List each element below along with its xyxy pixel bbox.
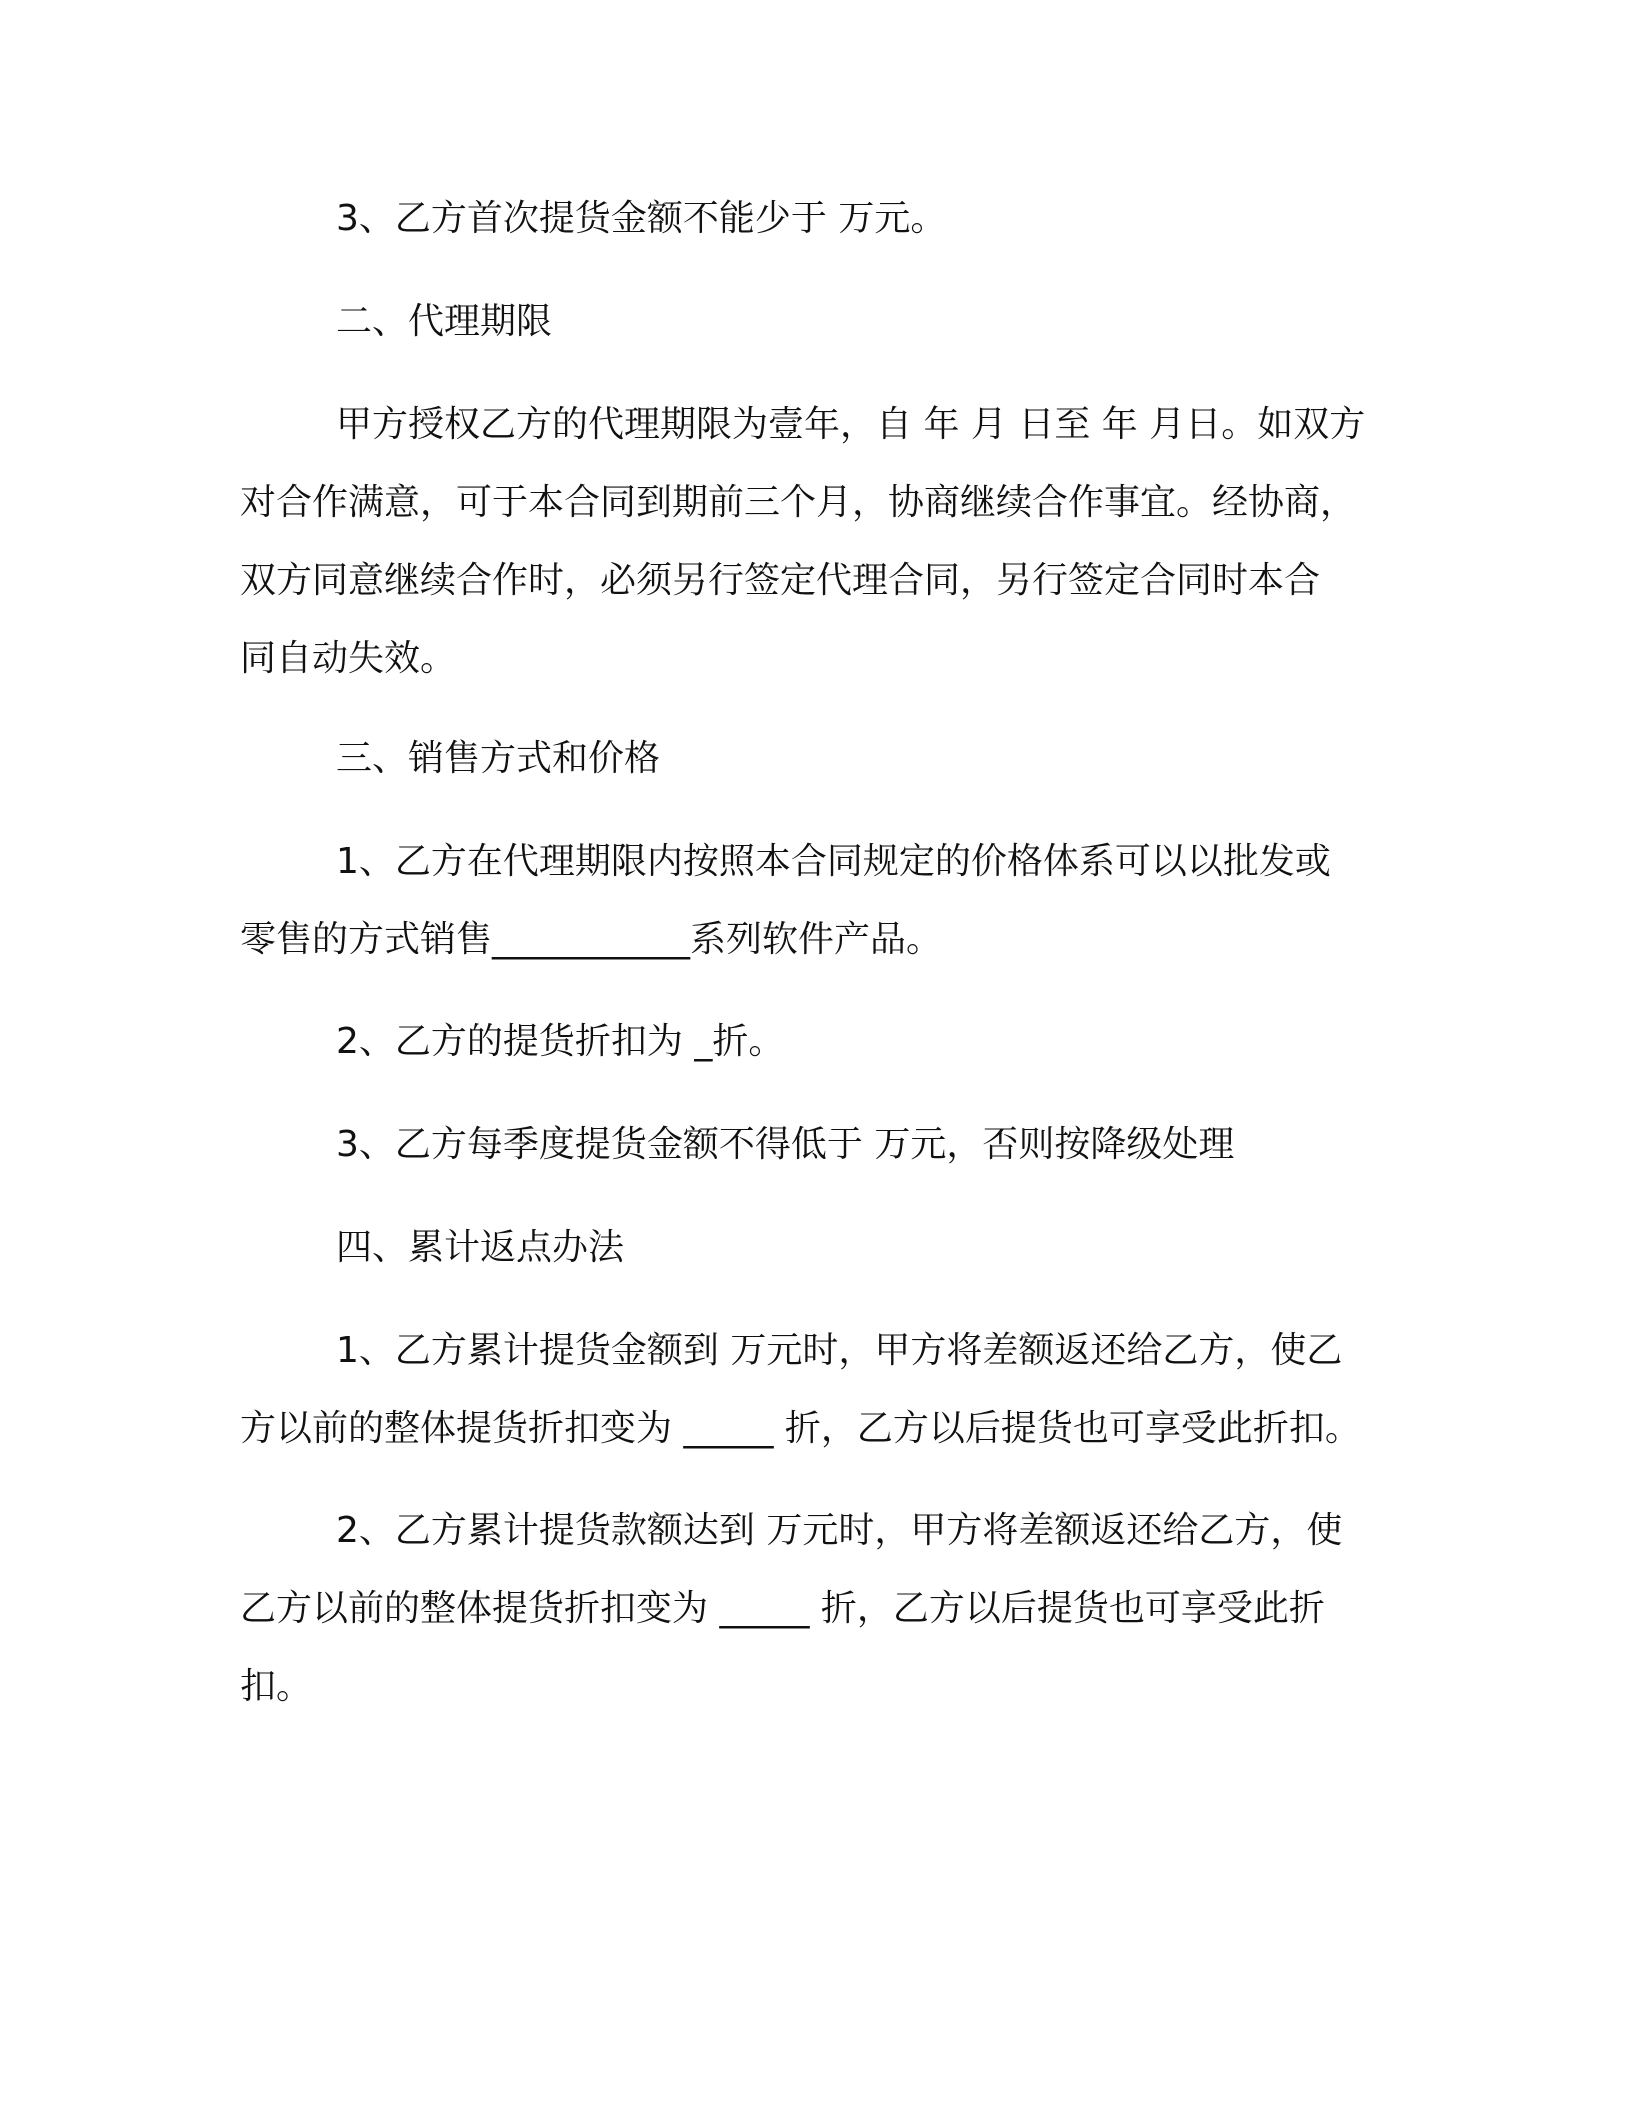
text-line: 1、乙方累计提货金额到 万元时，甲方将差额返还给乙方，使乙	[336, 1330, 1343, 1371]
heading-text: 三、销售方式和价格	[336, 738, 661, 779]
paragraph-rebate-1	[240, 1312, 1390, 1468]
text-line: 扣。	[240, 1666, 313, 1707]
heading-text: 二、代理期限	[336, 301, 553, 342]
text-line: 3、乙方首次提货金额不能少于 万元。	[336, 198, 947, 239]
text-line: 甲方授权乙方的代理期限为壹年，自 年 月 日至 年 月日。如双方	[336, 404, 1366, 445]
text-line: 双方同意继续合作时，必须另行签定代理合同，另行签定合同时本合	[240, 560, 1321, 601]
text-line: 2、乙方累计提货款额达到 万元时，甲方将差额返还给乙方，使	[336, 1510, 1343, 1551]
paragraph-quarterly-amount	[240, 1106, 1390, 1184]
section-heading-sales-method	[240, 720, 1390, 798]
text-line: 对合作满意，可于本合同到期前三个月，协商继续合作事宜。经协商，	[240, 482, 1357, 523]
paragraph-first-delivery-amount	[240, 180, 1390, 258]
text-line: 零售的方式销售___________系列软件产品。	[240, 919, 943, 960]
paragraph-sales-method	[240, 823, 1390, 979]
text-line: 方以前的整体提货折扣变为 _____ 折，乙方以后提货也可享受此折扣。	[240, 1408, 1361, 1449]
paragraph-agency-term	[240, 386, 1390, 698]
paragraph-delivery-discount	[240, 1003, 1390, 1081]
section-heading-agency-term	[240, 283, 1390, 361]
paragraph-rebate-2	[240, 1492, 1390, 1726]
section-heading-rebate	[240, 1209, 1390, 1287]
text-line: 2、乙方的提货折扣为 _折。	[336, 1021, 785, 1062]
heading-text: 四、累计返点办法	[336, 1227, 625, 1268]
text-line: 1、乙方在代理期限内按照本合同规定的价格体系可以以批发或	[336, 841, 1331, 882]
text-line: 3、乙方每季度提货金额不得低于 万元，否则按降级处理	[336, 1124, 1235, 1165]
text-line: 乙方以前的整体提货折扣变为 _____ 折，乙方以后提货也可享受此折	[240, 1588, 1325, 1629]
text-line: 同自动失效。	[240, 638, 457, 679]
